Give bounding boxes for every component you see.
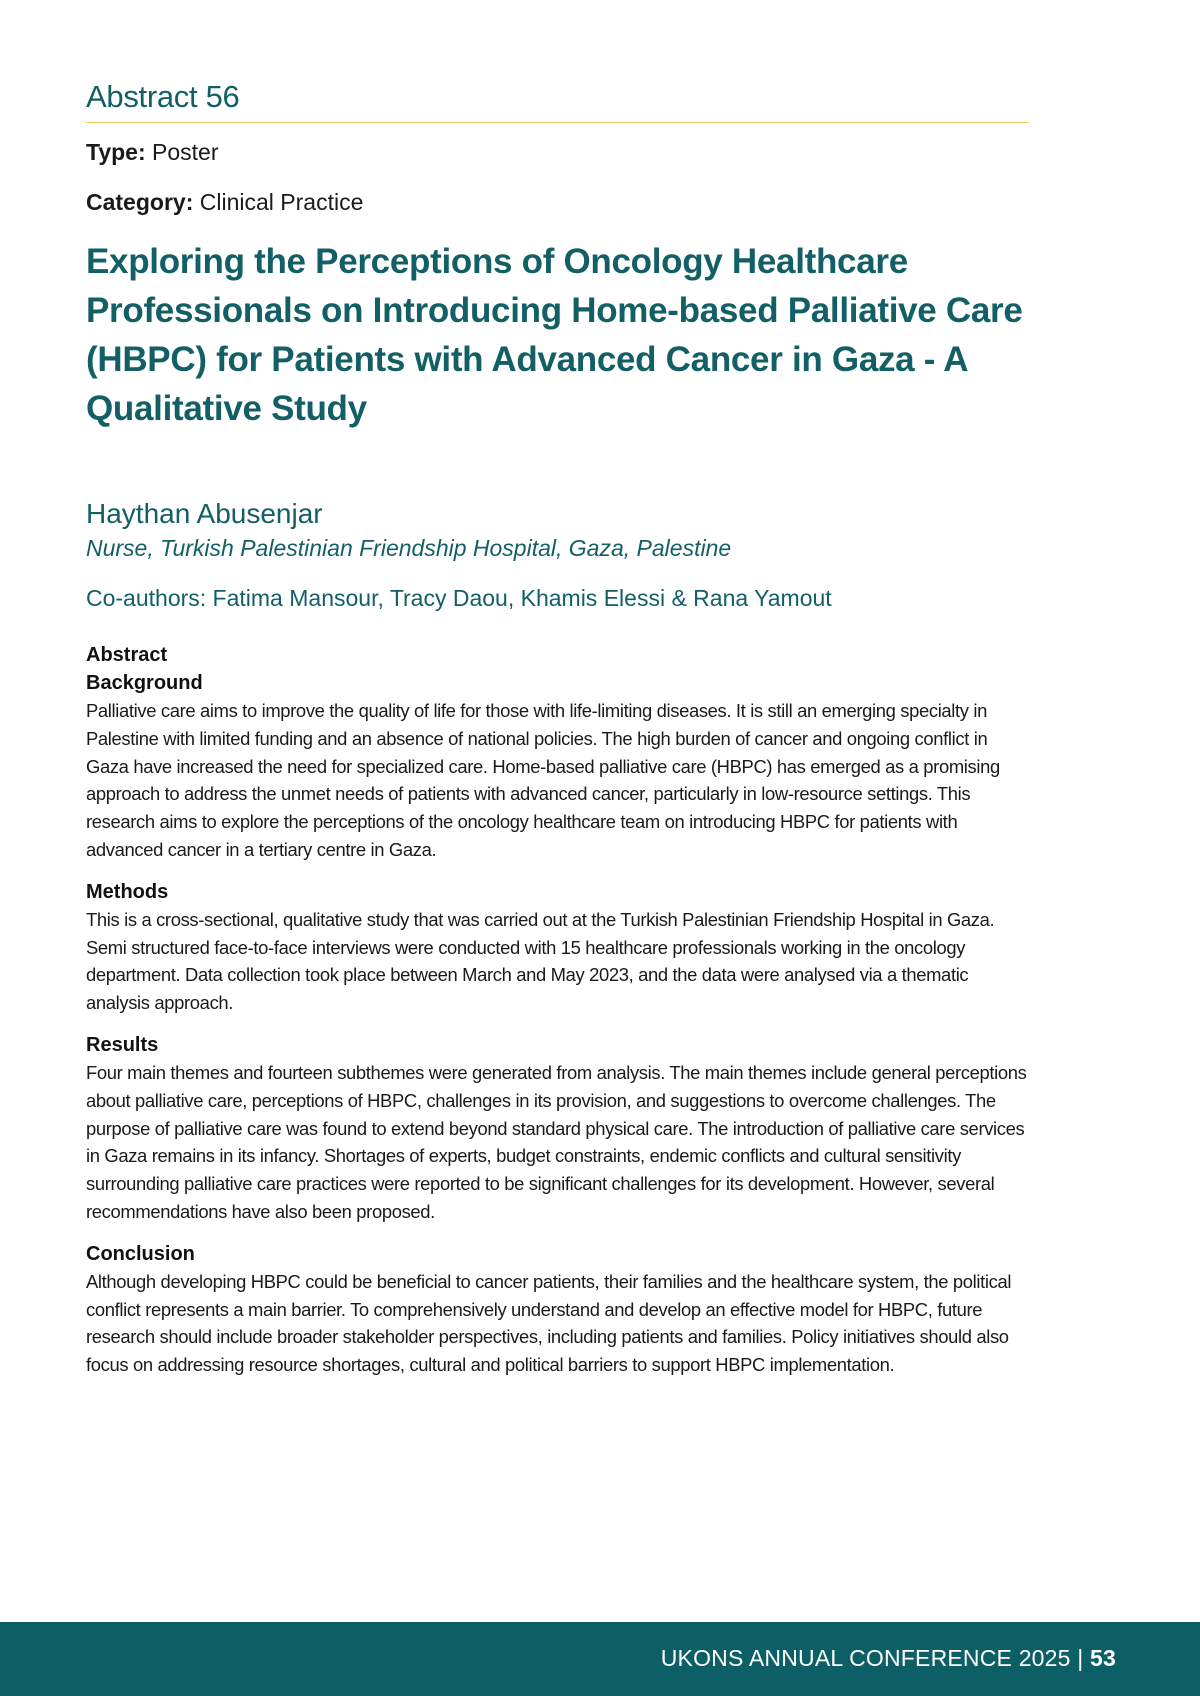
- author-affiliation: Nurse, Turkish Palestinian Friendship Hospital, Gaza, Palestine: [86, 535, 732, 561]
- category-value: Clinical Practice: [199, 189, 364, 215]
- abstract-number: Abstract 56: [86, 79, 240, 114]
- section-background: [86, 669, 1030, 864]
- category-label: Category:: [86, 189, 194, 215]
- type-label: Type:: [86, 139, 146, 165]
- section-body: Palliative care aims to improve the quality of life for those with life-limiting diseases. It is still an emerging specialty in Palestine with limited funding and an absence of national policies. The high burden of cancer and ongoing conflict in Gaza have increased the need for specialized care. Home-based palliative care (HBPC) has emerged as a promising approach to address the unmet needs of patients with advanced cancer, particularly in low-resource settings. This research aims to explore the perceptions of the oncology healthcare team on introducing HBPC for patients with advanced cancer in a tertiary centre in Gaza.: [86, 700, 1000, 860]
- type-line: [86, 137, 1030, 167]
- section-results: [86, 1031, 1030, 1226]
- coauthors: Co-authors: Fatima Mansour, Tracy Daou, Khamis Elessi & Rana Yamout: [86, 585, 832, 611]
- section-conclusion: [86, 1240, 1030, 1379]
- footer-conference: UKONS ANNUAL CONFERENCE 2025 |: [660, 1645, 1091, 1671]
- section-body: This is a cross-sectional, qualitative study that was carried out at the Turkish Palestinian Friendship Hospital in Gaza. Semi structured face-to-face interviews were conducted with 15 healthcare professionals working in the oncology department. Data collection took place between March and May 2023, and the data were analysed via a thematic analysis approach.: [86, 908, 995, 1014]
- abstract-page: [86, 78, 1030, 1393]
- abstract-heading: Abstract: [86, 644, 168, 666]
- author-name: Haythan Abusenjar: [86, 498, 323, 529]
- section-methods: [86, 878, 1030, 1017]
- header-divider: [86, 122, 1029, 123]
- section-body: Although developing HBPC could be beneficial to cancer patients, their families and the healthcare system, the political conflict represents a main barrier. To comprehensively understand and develop an effective model for HBPC, future research should include broader stakeholder perspectives, including patients and families. Policy initiatives should also focus on addressing resource shortages, cultural and political barriers to support HBPC implementation.: [86, 1270, 1012, 1376]
- footer-text: [661, 1642, 1116, 1674]
- section-heading: Results: [86, 1033, 159, 1056]
- section-heading: Background: [86, 672, 203, 694]
- section-body: Four main themes and fourteen subthemes were generated from analysis. The main themes include general perceptions about palliative care, perceptions of HBPC, challenges in its provision, and suggestions to overcome challenges. The purpose of palliative care was found to extend beyond standard physical care. The introduction of palliative care services in Gaza remains in its infancy. Shortages of experts, budget constraints, endemic conflicts and cultural sensitivity surrounding palliative care practices were reported to be significant challenges for its development. However, several recommendations have also been proposed.: [86, 1061, 1027, 1222]
- page-number: 53: [1090, 1645, 1116, 1671]
- section-heading: Methods: [86, 880, 169, 903]
- page-footer: [0, 1622, 1200, 1696]
- category-line: [86, 187, 1030, 217]
- type-value: Poster: [152, 139, 219, 165]
- section-heading: Conclusion: [86, 1242, 195, 1265]
- paper-title: Exploring the Perceptions of Oncology Healthcare Professionals on Introducing Home-based Palliative Care (HBPC) for Patients with Advanced Cancer in Gaza - A Qualitative Study: [86, 242, 1023, 428]
